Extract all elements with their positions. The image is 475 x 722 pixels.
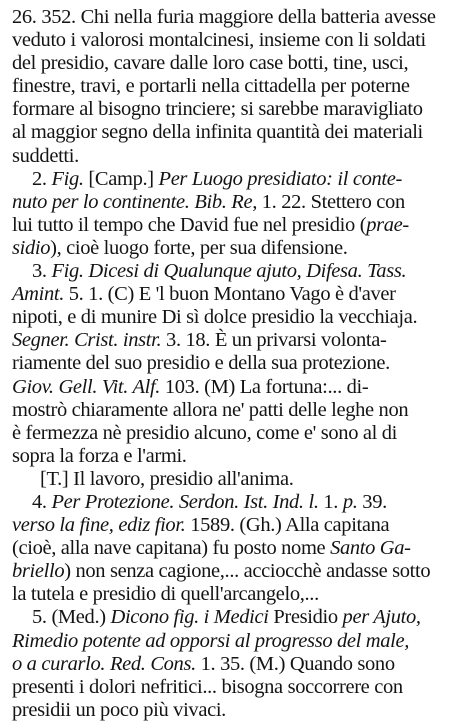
text-line-25: briello) non senza cagione,... acciocchè andasse sotto [12, 560, 431, 583]
text-line-14: nipoti, e di munire Di sì dolce presidio la vecchiaja. [12, 306, 418, 329]
text-line-16: riamente del suo presidio e della sua protezione. [12, 352, 390, 375]
text-line-11: sidio), cioè luogo forte, per sua difensione. [12, 236, 348, 259]
text-line-29: o a curarlo. Red. Cons. 1. 35. (M.) Quando sono [12, 652, 395, 675]
text-line-19: è fermezza nè presidio alcuno, come e' sono al di [12, 421, 397, 444]
sense-2-heading: 2. Fig. [Camp.] Per Luogo presidiato: il conte- [32, 167, 402, 190]
text-line-1: 26. 352. Chi nella furia maggiore della batteria avesse [12, 6, 436, 28]
text-line-31: presidii un poco più vivaci. [12, 698, 226, 721]
text-line-6: al maggior segno della infinita quantità dei materiali [12, 121, 423, 144]
text-line-13: Amint. 5. 1. (C) E 'l buon Montano Vago è d'aver [12, 283, 396, 306]
text-line-5: formare al bisogno trinciere; si sarebbe maravigliato [12, 98, 423, 121]
text-line-17: Giov. Gell. Vit. Alf. 103. (M) La fortuna:... di- [12, 375, 369, 398]
sense-3-heading: 3. Fig. Dicesi di Qualunque ajuto, Difesa. Tass. [32, 260, 407, 283]
sense-4-heading: 4. Per Protezione. Serdon. Ist. Ind. l. 1. p. 39. [32, 490, 387, 513]
text-line-3: del presidio, cavare dalle loro case botti, tine, usci, [12, 52, 409, 75]
text-line-9: nuto per lo continente. Bib. Re, 1. 22. Stettero con [12, 190, 405, 213]
text-line-7: suddetti. [12, 144, 79, 167]
text-line-23: verso la fine, ediz fior. 1589. (Gh.) Alla capitana [12, 514, 390, 537]
text-line-30: presenti i dolori nefritici... bisogna soccorrere con [12, 675, 403, 698]
text-line-26: la tutela e presidio di quell'arcangelo,... [12, 583, 319, 606]
sense-5-heading: 5. (Med.) Dicono fig. i Medici Presidio per Ajuto, [32, 606, 421, 629]
text-line-4: finestre, travi, e portarli nella cittadella per poterne [12, 75, 410, 98]
text-line-24: (cioè, alla nave capitana) fu posto nome Santo Ga- [12, 537, 411, 560]
tommaseo-note: [T.] Il lavoro, presidio all'anima. [40, 467, 294, 490]
text-line-20: sopra la forza e l'armi. [12, 444, 187, 467]
text-line-10: lui tutto il tempo che David fue nel presidio (prae- [12, 213, 409, 236]
text-line-18: mostrò chiaramente allora ne' patti delle leghe non [12, 398, 409, 421]
text-line-28: Rimedio potente ad opporsi al progresso del male, [12, 629, 409, 652]
text-line-2: veduto i valorosi montalcinesi, insieme con li soldati [12, 29, 426, 52]
text-line-15: Segner. Crist. instr. 3. 18. È un privarsi volonta- [12, 329, 387, 352]
